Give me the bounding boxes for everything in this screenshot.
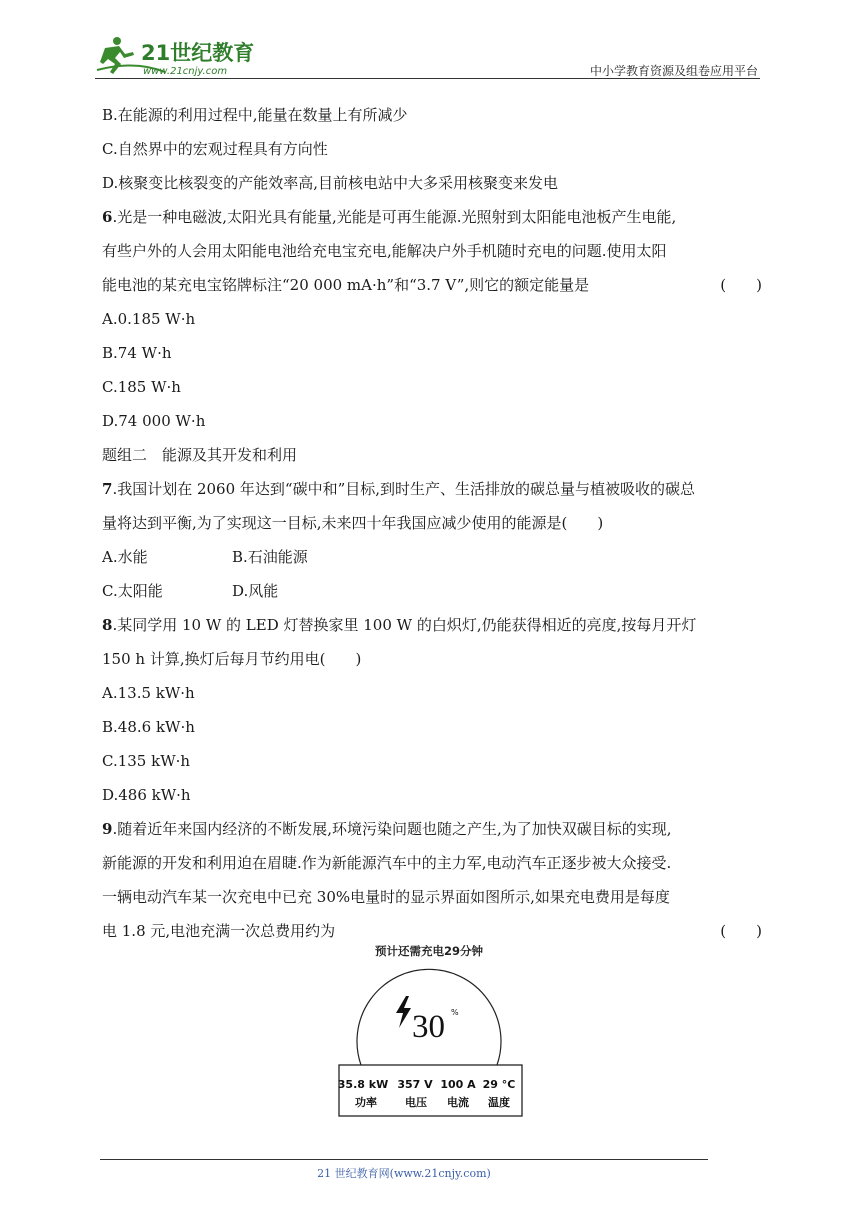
q7-options-row-2 bbox=[102, 574, 762, 608]
temperature-value: 29 °C bbox=[482, 1078, 516, 1091]
current-value: 100 A bbox=[440, 1078, 476, 1091]
platform-name: 中小学教育资源及组卷应用平台 bbox=[589, 64, 758, 78]
footer-source: 21 世纪教育网(www.21cnjy.com) bbox=[317, 1167, 491, 1180]
option-b-prev: B.在能源的利用过程中,能量在数量上有所减少 bbox=[102, 106, 408, 124]
question-9-line-4: 电 1.8 元,电池充满一次总费用约为 ( ) bbox=[102, 914, 762, 948]
q7-options-row-1 bbox=[102, 540, 762, 574]
option-c-prev: C.自然界中的宏观过程具有方向性 bbox=[102, 140, 328, 158]
q8-option-c: C.135 kW·h bbox=[102, 752, 191, 770]
group-heading: 题组二 能源及其开发和利用 bbox=[102, 446, 298, 464]
question-number: 9 bbox=[102, 820, 113, 838]
option-d-prev: D.核聚变比核裂变的产能效率高,目前核电站中大多采用核聚变来发电 bbox=[102, 174, 559, 192]
question-8-line-1: 8.某同学用 10 W 的 LED 灯替换家里 100 W 的白炽灯,仍能获得相近的亮度,按每月开灯 bbox=[102, 616, 697, 634]
charging-display-figure bbox=[333, 940, 525, 1122]
header-divider bbox=[95, 78, 760, 79]
q8-option-d: D.486 kW·h bbox=[102, 786, 191, 804]
footer-divider bbox=[100, 1159, 708, 1160]
exercise-content bbox=[102, 98, 762, 948]
q6-option-a: A.0.185 W·h bbox=[102, 310, 196, 328]
q6-option-c: C.185 W·h bbox=[102, 378, 181, 396]
question-number: 7 bbox=[102, 480, 113, 498]
question-9-line-2: 新能源的开发和利用迫在眉睫.作为新能源汽车中的主力军,电动汽车正逐步被大众接受. bbox=[102, 854, 672, 872]
answer-parentheses: ( ) bbox=[720, 922, 762, 940]
question-6-line-3: 能电池的某充电宝铭牌标注“20 000 mA·h”和“3.7 V”,则它的额定能量是 ( ) bbox=[102, 268, 762, 302]
charging-time-title: 预计还需充电29分钟 bbox=[374, 944, 484, 958]
q7-option-b: B.石油能源 bbox=[232, 548, 308, 566]
page-header bbox=[95, 30, 760, 80]
question-7-line-1: 7.我国计划在 2060 年达到“碳中和”目标,到时生产、生活排放的碳总量与植被吸收的碳总 bbox=[102, 480, 696, 498]
temperature-label: 温度 bbox=[488, 1096, 510, 1109]
lightning-icon bbox=[396, 996, 411, 1028]
voltage-label: 电压 bbox=[405, 1096, 427, 1109]
current-label: 电流 bbox=[447, 1096, 469, 1109]
q8-option-a: A.13.5 kW·h bbox=[102, 684, 195, 702]
charge-percent: 30 bbox=[412, 1009, 445, 1045]
question-number: 8 bbox=[102, 616, 113, 634]
question-number: 6 bbox=[102, 208, 113, 226]
q7-option-a: A.水能 bbox=[102, 548, 148, 566]
question-9-line-1: 9.随着近年来国内经济的不断发展,环境污染问题也随之产生,为了加快双碳目标的实现, bbox=[102, 820, 672, 838]
power-value: 35.8 kW bbox=[337, 1078, 389, 1091]
q6-option-d: D.74 000 W·h bbox=[102, 412, 206, 430]
q6-option-b: B.74 W·h bbox=[102, 344, 172, 362]
svg-text:www.21cnjy.com: www.21cnjy.com bbox=[143, 66, 228, 77]
answer-parentheses: ( ) bbox=[720, 276, 762, 294]
q7-option-c: C.太阳能 bbox=[102, 582, 163, 600]
question-9-line-3: 一辆电动汽车某一次充电中已充 30%电量时的显示界面如图所示,如果充电费用是每度 bbox=[102, 888, 670, 906]
question-8-line-2: 150 h 计算,换灯后每月节约用电( ) bbox=[102, 650, 362, 668]
voltage-value: 357 V bbox=[397, 1078, 433, 1091]
svg-text:21世纪教育: 21世纪教育 bbox=[141, 41, 255, 65]
question-6-line-2: 有些户外的人会用太阳能电池给充电宝充电,能解决户外手机随时充电的问题.使用太阳 bbox=[102, 242, 667, 260]
question-6-line-1: 6.光是一种电磁波,太阳光具有能量,光能是可再生能源.光照射到太阳能电池板产生电能, bbox=[102, 208, 677, 226]
q7-option-d: D.风能 bbox=[232, 582, 279, 600]
percent-sign: % bbox=[451, 1008, 459, 1017]
q8-option-b: B.48.6 kW·h bbox=[102, 718, 195, 736]
power-label: 功率 bbox=[355, 1096, 377, 1109]
21cnjy-logo bbox=[95, 34, 275, 78]
question-7-line-2: 量将达到平衡,为了实现这一目标,未来四十年我国应减少使用的能源是( ) bbox=[102, 514, 604, 532]
